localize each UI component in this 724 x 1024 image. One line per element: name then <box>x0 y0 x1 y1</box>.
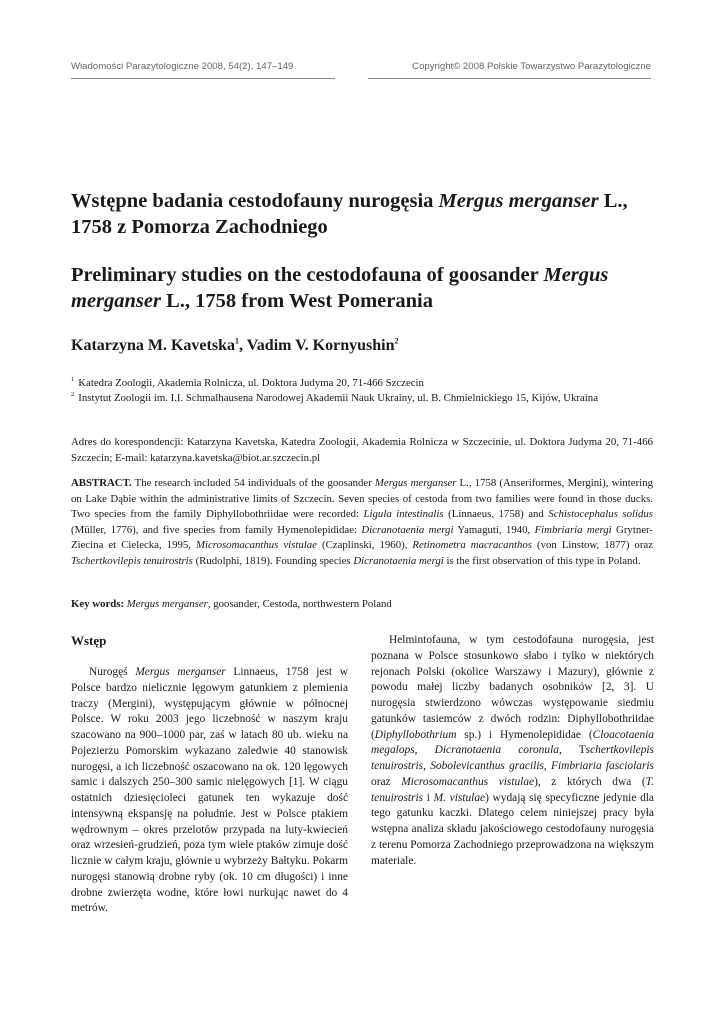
species-name: Cloacotaenia megalops <box>371 728 654 757</box>
affiliation-number: 1 <box>71 376 75 384</box>
abstract-text: (Linnaeus, 1758) and <box>443 508 549 520</box>
body-text: , T <box>558 744 586 757</box>
title-english-species: Mergus merganser <box>71 264 609 312</box>
title-polish <box>71 188 656 240</box>
species-name: Dicranotaenia mergi <box>361 523 454 536</box>
abstract-text: The research included 54 individuals of the goosander <box>131 477 375 489</box>
abstract <box>71 476 653 569</box>
body-text: Helmintofauna, w tym cestodofauna nurogęsia, jest poznana w Polsce stosunkowo słabo i tylko w niektórych rejonach Polski (okolice Warszawy i Mazury), głównie z powodu małej liczby badanych osobników [2, 3]. U nurogęsia stwierdzono wówczas występowanie siedmiu gatunków tasiemców z dwóch rodzin: Diphyllobothriidae ( <box>371 634 654 741</box>
body-text: ), z których dwa ( <box>534 775 646 788</box>
body-text: Nurogęś <box>89 666 136 678</box>
body-text: i <box>423 791 434 804</box>
body-column-right <box>371 633 654 869</box>
species-name: Dicranotaenia mergi <box>353 554 444 567</box>
species-name: M. vistulae <box>433 791 486 804</box>
copyright-notice: Copyright© 2008 Polskie Towarzystwo Parazytologiczne <box>412 61 651 72</box>
body-text: sp.) i Hymenolepididae ( <box>456 728 593 741</box>
title-polish-post: L., 1758 z Pomorza Zachodniego <box>71 190 628 238</box>
species-name: Retinometra macracanthos <box>412 539 532 551</box>
species-name: schertkovilepis tenuirostris <box>371 744 654 772</box>
species-name: Fimbriaria fasciolaris <box>551 760 654 772</box>
body-column-left <box>71 665 348 917</box>
species-name: Mergus merganser <box>135 666 226 678</box>
species-name: Fimbriaria mergi <box>534 523 612 536</box>
species-name: Sobolevicanthus gracilis <box>430 760 544 772</box>
species-name: T. tenuirostris <box>371 775 654 804</box>
title-english <box>71 262 656 314</box>
affiliation-2 <box>71 391 653 407</box>
abstract-text: (Czaplinski, 1960), <box>316 539 413 551</box>
title-polish-pre: Wstępne badania cestodofauny nurogęsia <box>71 190 439 212</box>
body-text: Linnaeus, 1758 jest w Polsce bardzo nielicznie lęgowym gatunkiem z plemienia traczy (Mergini), występującym głównie w północnej Polsce. W roku 2003 jego liczebność w naszym kraju szacowano na 900–1000 par, zaś w latach 80 ub. wieku na Pojezierzu Pomorskim wykazano zaledwie 40 stanowisk nurogęsi, a ich liczebność oszacowano na ok. 120 lęgowych samic i dalszych 250–300 samic nielęgowych [1]. W ciągu ostatnich dziesięcioleci gatunek ten wykazuje dość intensywną ekspansję na południe. Jest w Polsce ptakiem wędrownym – okres przelotów przypada na luty-kwiecień oraz wrzesień-grudzień, poza tym wiele ptaków zimuje dość licznie w całym kraju, głównie u wybrzeży Bałtyku. Pokarm nurogęsi stanowią drobne ryby (ok. 10 cm długości) i inne drobne zwierzęta wodne, które łowi nurkując nawet do 4 metrów. <box>71 666 348 915</box>
body-paragraph <box>371 633 654 869</box>
affiliation-marker: 1 <box>234 336 239 346</box>
keywords-text: , goosander, Cestoda, northwestern Poland <box>207 598 392 610</box>
keywords <box>71 597 653 613</box>
title-english-pre: Preliminary studies on the cestodofauna of goosander <box>71 264 544 286</box>
species-name: Mergus merganser <box>374 477 457 489</box>
abstract-text: (Rudolphi, 1819). Founding species <box>192 554 354 567</box>
body-text: , <box>414 744 435 757</box>
species-name: Diphyllobothrium <box>374 728 457 741</box>
body-text: oraz <box>371 775 402 788</box>
species-name: Schistocephalus solidus <box>548 508 654 520</box>
affiliation-marker: 2 <box>394 336 399 346</box>
species-name: Mergus merganser <box>124 598 208 610</box>
abstract-text: is the first observation of this type in Poland. <box>443 554 641 567</box>
body-text: , <box>543 760 552 772</box>
journal-citation: Wiadomości Parazytologiczne 2008, 54(2), 147–149 <box>71 61 294 72</box>
affiliation-number: 2 <box>71 391 75 399</box>
author-name: Katarzyna M. Kavetska <box>71 337 235 354</box>
keywords-label: Key words: <box>71 598 125 610</box>
species-name: Microsomacanthus vistulae <box>401 775 535 788</box>
title-polish-species: Mergus merganser <box>438 190 599 212</box>
species-name: Dicranotaenia coronula <box>434 744 559 757</box>
abstract-text: Yamaguti, 1940, <box>453 523 535 536</box>
affiliation-text: Instytut Zoologii im. I.I. Schmalhausena Narodowej Akademii Nauk Ukrainy, ul. B. Chmielnickiego 15, Kijów, Ukraina <box>78 392 599 404</box>
author-separator: , <box>238 337 247 354</box>
species-name: Ligula intestinalis <box>363 508 444 520</box>
affiliation-text: Katedra Zoologii, Akademia Rolnicza, ul. Doktora Judyma 20, 71-466 Szczecin <box>78 377 424 389</box>
author-list <box>71 336 651 356</box>
body-text: , <box>423 760 431 772</box>
species-name: Microsomacanthus vistulae <box>196 539 317 551</box>
body-paragraph <box>71 665 348 917</box>
section-heading: Wstęp <box>71 633 107 648</box>
header-rule-left <box>71 78 335 79</box>
correspondence-address: Adres do korespondencji: Katarzyna Kavetska, Katedra Zoologii, Akademia Rolnicza w Szczecinie, ul. Doktora Judyma 20, 71-466 Szczecin; E-mail: katarzyna.kavetska@biot.ar.szczecin.pl <box>71 436 653 464</box>
abstract-label: ABSTRACT. <box>71 477 132 489</box>
header-rule-right <box>368 78 651 79</box>
affiliation-1 <box>71 376 653 392</box>
title-english-post: L., 1758 from West Pomerania <box>160 290 433 312</box>
author-name: Vadim V. Kornyushin <box>246 337 395 354</box>
abstract-text: (von Linstow, 1877) oraz <box>531 539 654 551</box>
abstract-text: L., 1758 (Anseriformes, Mergini), wintering on Lake Dąbie within the administrative limits of Szczecin. Seven species of cestoda from two families were found in those ducks. Two species from the family Diphyllobothriidae were recorded: <box>71 477 653 520</box>
abstract-text: Grytner-Ziecina et Cielecka, 1995, <box>71 523 653 551</box>
abstract-text: (Müller, 1776), and five species from family Hymenolepididae: <box>71 523 362 536</box>
body-text: ) wydają się specyficzne jedynie dla tego gatunku kaczki. Dlatego celem niniejszej pracy była wstępna analiza składu jakościowego cestodofauny nurogęsia z terenu Pomorza Zachodniego przeprowadzona na większym materiale. <box>371 791 654 867</box>
species-name: Tschertkovilepis tenuirostris <box>71 554 193 567</box>
